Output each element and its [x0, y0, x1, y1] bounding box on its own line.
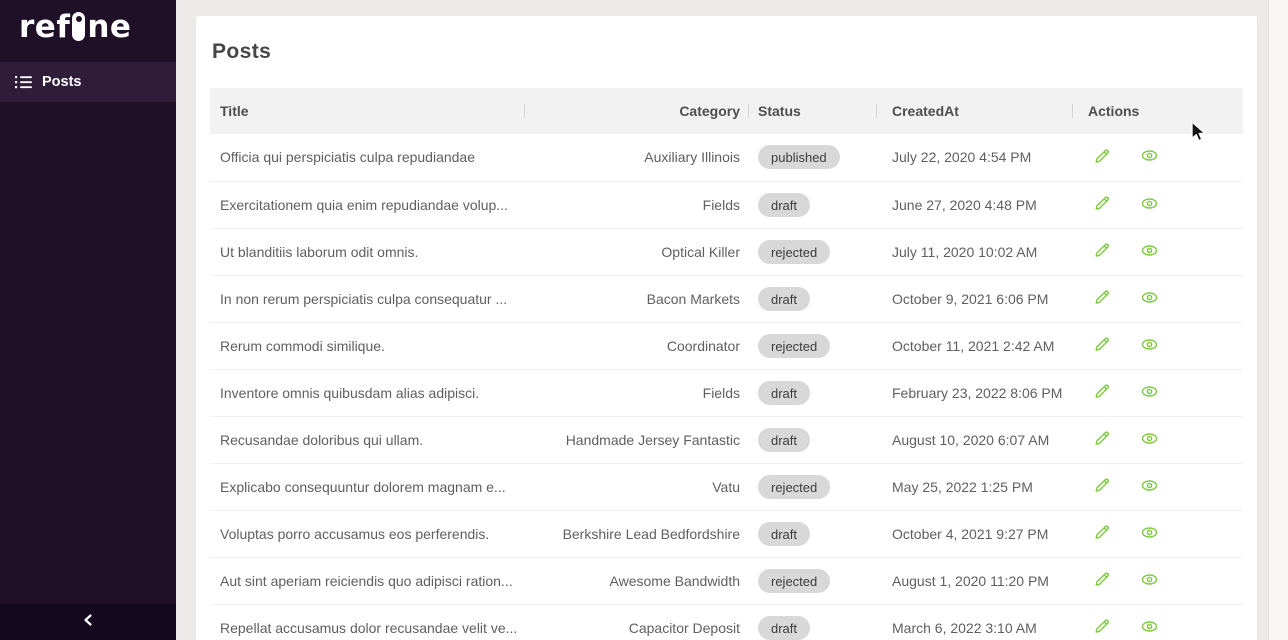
- status-badge: rejected: [758, 240, 830, 264]
- edit-button[interactable]: [1088, 238, 1116, 265]
- status-badge: draft: [758, 428, 810, 452]
- chevron-left-icon: [82, 613, 94, 632]
- unordered-list-icon: [15, 75, 32, 89]
- sidebar-item-posts[interactable]: [0, 62, 176, 102]
- column-header-category[interactable]: Category: [524, 88, 748, 134]
- post-createdat-cell: May 25, 2022 1:25 PM: [876, 463, 1072, 510]
- post-category-cell: Capacitor Deposit: [524, 604, 748, 640]
- post-actions-cell: [1072, 228, 1243, 275]
- show-button[interactable]: [1135, 474, 1164, 500]
- table-row: [210, 275, 1243, 322]
- logo-text-suffix: ne: [87, 9, 132, 45]
- show-button[interactable]: [1135, 427, 1164, 453]
- eye-icon: [1141, 384, 1158, 402]
- post-status-cell: [748, 416, 876, 463]
- table-row: [210, 416, 1243, 463]
- post-category-cell: Bacon Markets: [524, 275, 748, 322]
- sidebar-item-label: Posts: [42, 74, 82, 90]
- post-title-cell: Recusandae doloribus qui ullam.: [210, 416, 524, 463]
- post-category-cell: Auxiliary Illinois: [524, 134, 748, 181]
- logo-text-prefix: ref: [19, 9, 71, 45]
- post-category-cell: Optical Killer: [524, 228, 748, 275]
- post-title-cell: Ut blanditiis laborum odit omnis.: [210, 228, 524, 275]
- pencil-icon: [1094, 195, 1110, 214]
- post-status-cell: [748, 275, 876, 322]
- table-row: [210, 510, 1243, 557]
- post-actions-cell: [1072, 416, 1243, 463]
- pencil-icon: [1094, 571, 1110, 590]
- edit-button[interactable]: [1088, 567, 1116, 594]
- post-status-cell: [748, 604, 876, 640]
- post-category-cell: Vatu: [524, 463, 748, 510]
- post-status-cell: [748, 510, 876, 557]
- eye-icon: [1141, 243, 1158, 261]
- table-row: [210, 228, 1243, 275]
- post-title-cell: Inventore omnis quibusdam alias adipisci.: [210, 369, 524, 416]
- eye-icon: [1141, 290, 1158, 308]
- post-title-cell: Aut sint aperiam reiciendis quo adipisci ration...: [210, 557, 524, 604]
- posts-table: [210, 88, 1243, 640]
- post-title-cell: Explicabo consequuntur dolorem magnam e...: [210, 463, 524, 510]
- status-badge: draft: [758, 193, 810, 217]
- post-createdat-cell: August 10, 2020 6:07 AM: [876, 416, 1072, 463]
- status-badge: rejected: [758, 475, 830, 499]
- edit-button[interactable]: [1088, 144, 1116, 171]
- post-createdat-cell: February 23, 2022 8:06 PM: [876, 369, 1072, 416]
- pencil-icon: [1094, 148, 1110, 167]
- table-row: [210, 322, 1243, 369]
- page-title: Posts: [212, 40, 272, 63]
- status-badge: rejected: [758, 334, 830, 358]
- posts-table-header: [210, 88, 1243, 134]
- post-actions-cell: [1072, 510, 1243, 557]
- sidebar: [0, 0, 176, 640]
- status-badge: draft: [758, 522, 810, 546]
- eye-icon: [1141, 196, 1158, 214]
- column-header-status[interactable]: Status: [748, 88, 876, 134]
- show-button[interactable]: [1135, 239, 1164, 265]
- status-badge: rejected: [758, 569, 830, 593]
- post-status-cell: [748, 134, 876, 181]
- post-createdat-cell: October 11, 2021 2:42 AM: [876, 322, 1072, 369]
- status-badge: draft: [758, 287, 810, 311]
- pencil-icon: [1094, 477, 1110, 496]
- status-badge: draft: [758, 616, 810, 640]
- post-createdat-cell: August 1, 2020 11:20 PM: [876, 557, 1072, 604]
- eye-icon: [1141, 478, 1158, 496]
- show-button[interactable]: [1135, 286, 1164, 312]
- table-row: [210, 369, 1243, 416]
- post-actions-cell: [1072, 557, 1243, 604]
- edit-button[interactable]: [1088, 426, 1116, 453]
- scrollbar-track[interactable]: [1268, 0, 1288, 640]
- post-status-cell: [748, 228, 876, 275]
- post-createdat-cell: June 27, 2020 4:48 PM: [876, 181, 1072, 228]
- show-button[interactable]: [1135, 333, 1164, 359]
- sidebar-collapse-button[interactable]: [0, 604, 176, 640]
- pencil-icon: [1094, 430, 1110, 449]
- edit-button[interactable]: [1088, 191, 1116, 218]
- logo-i-pill-icon: [72, 12, 85, 41]
- post-createdat-cell: July 22, 2020 4:54 PM: [876, 134, 1072, 181]
- show-button[interactable]: [1135, 144, 1164, 170]
- pencil-icon: [1094, 524, 1110, 543]
- post-createdat-cell: October 9, 2021 6:06 PM: [876, 275, 1072, 322]
- post-createdat-cell: July 11, 2020 10:02 AM: [876, 228, 1072, 275]
- pencil-icon: [1094, 242, 1110, 261]
- show-button[interactable]: [1135, 615, 1164, 640]
- eye-icon: [1141, 619, 1158, 637]
- eye-icon: [1141, 431, 1158, 449]
- pencil-icon: [1094, 618, 1110, 637]
- refine-logo[interactable]: [0, 0, 176, 58]
- post-title-cell: Officia qui perspiciatis culpa repudiandae: [210, 134, 524, 181]
- post-category-cell: Berkshire Lead Bedfordshire: [524, 510, 748, 557]
- main-content: [176, 0, 1288, 640]
- table-row: [210, 557, 1243, 604]
- post-category-cell: Fields: [524, 369, 748, 416]
- show-button[interactable]: [1135, 380, 1164, 406]
- post-title-cell: Rerum commodi similique.: [210, 322, 524, 369]
- post-category-cell: Fields: [524, 181, 748, 228]
- post-status-cell: [748, 463, 876, 510]
- column-header-createdat[interactable]: CreatedAt: [876, 88, 1072, 134]
- post-actions-cell: [1072, 322, 1243, 369]
- table-row: [210, 463, 1243, 510]
- post-title-cell: Repellat accusamus dolor recusandae velit ve...: [210, 604, 524, 640]
- table-row: [210, 604, 1243, 640]
- column-header-title[interactable]: Title: [210, 88, 524, 134]
- eye-icon: [1141, 572, 1158, 590]
- table-row: [210, 181, 1243, 228]
- post-title-cell: Exercitationem quia enim repudiandae volup...: [210, 181, 524, 228]
- post-status-cell: [748, 557, 876, 604]
- sidebar-spacer: [0, 102, 176, 604]
- edit-button[interactable]: [1088, 332, 1116, 359]
- post-category-cell: Awesome Bandwidth: [524, 557, 748, 604]
- edit-button[interactable]: [1088, 520, 1116, 547]
- post-title-cell: Voluptas porro accusamus eos perferendis.: [210, 510, 524, 557]
- post-status-cell: [748, 322, 876, 369]
- eye-icon: [1141, 337, 1158, 355]
- posts-card: [196, 16, 1257, 640]
- edit-button[interactable]: [1088, 614, 1116, 640]
- eye-icon: [1141, 148, 1158, 166]
- pencil-icon: [1094, 289, 1110, 308]
- post-actions-cell: [1072, 181, 1243, 228]
- edit-button[interactable]: [1088, 285, 1116, 312]
- edit-button[interactable]: [1088, 473, 1116, 500]
- post-createdat-cell: October 4, 2021 9:27 PM: [876, 510, 1072, 557]
- status-badge: published: [758, 145, 840, 169]
- post-actions-cell: [1072, 369, 1243, 416]
- status-badge: draft: [758, 381, 810, 405]
- post-actions-cell: [1072, 604, 1243, 640]
- post-category-cell: Handmade Jersey Fantastic: [524, 416, 748, 463]
- post-createdat-cell: March 6, 2022 3:10 AM: [876, 604, 1072, 640]
- post-status-cell: [748, 369, 876, 416]
- post-actions-cell: [1072, 275, 1243, 322]
- post-status-cell: [748, 181, 876, 228]
- post-category-cell: Coordinator: [524, 322, 748, 369]
- table-row: [210, 134, 1243, 181]
- show-button[interactable]: [1135, 568, 1164, 594]
- post-actions-cell: [1072, 134, 1243, 181]
- eye-icon: [1141, 525, 1158, 543]
- post-actions-cell: [1072, 463, 1243, 510]
- post-title-cell: In non rerum perspiciatis culpa consequatur ...: [210, 275, 524, 322]
- pencil-icon: [1094, 383, 1110, 402]
- column-header-actions: Actions: [1072, 88, 1243, 134]
- posts-table-body: [210, 134, 1243, 640]
- edit-button[interactable]: [1088, 379, 1116, 406]
- show-button[interactable]: [1135, 192, 1164, 218]
- show-button[interactable]: [1135, 521, 1164, 547]
- pencil-icon: [1094, 336, 1110, 355]
